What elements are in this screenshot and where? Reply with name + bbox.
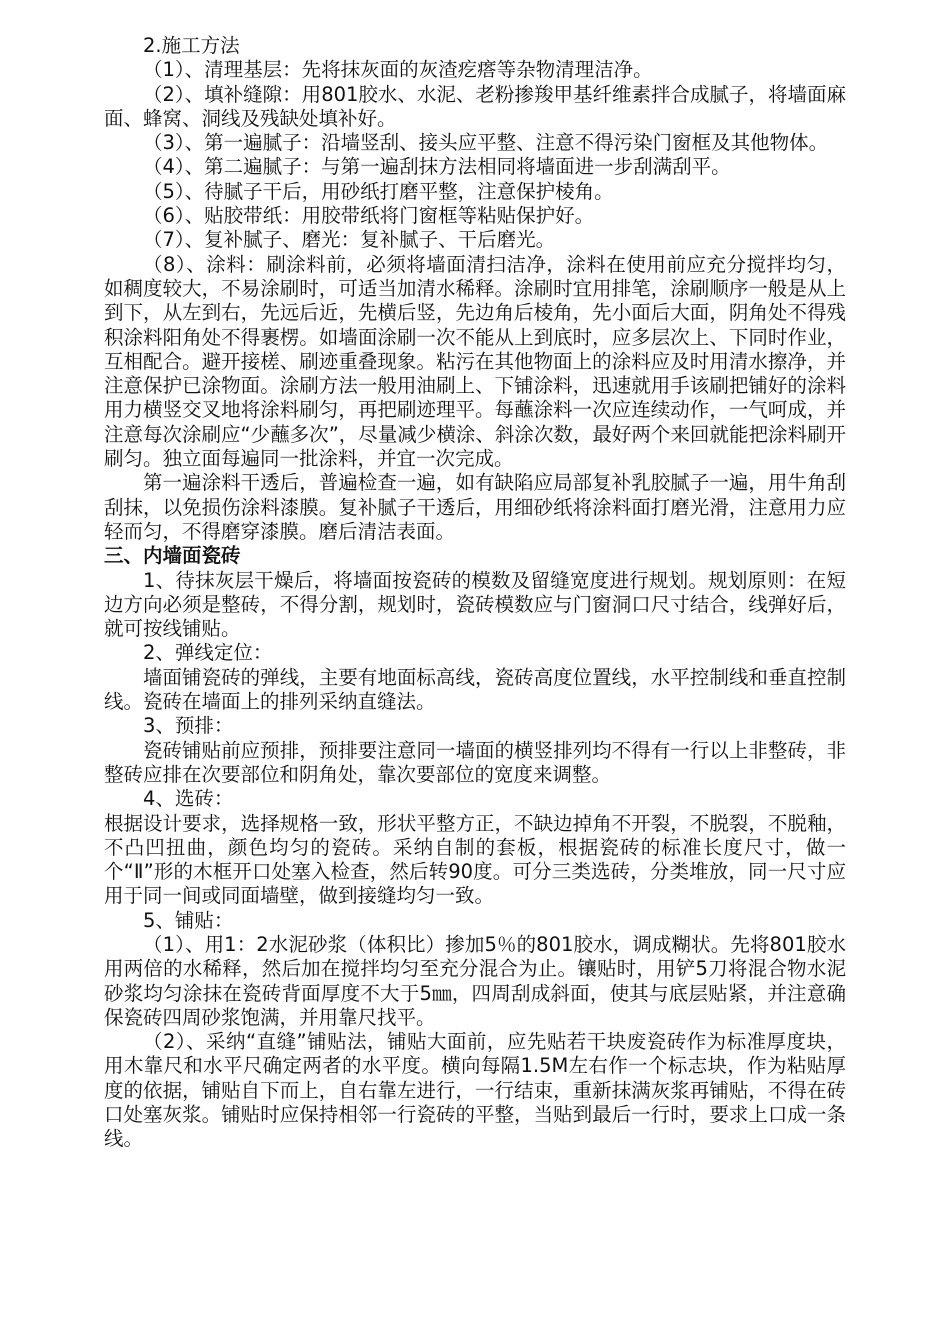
step-paint: （8）、涂料：刷涂料前，必须将墙面清扫洁净，涂料在使用前应充分搅拌均匀，如稠度较大，不易涂刷时，可适当加清水稀释。涂刷时宜用排笔，涂刷顺序一般是从上到下，从左到右，先远后近，先横后竖，先边角后棱角，先小面后大面，阴角处不得残积涂料阳角处不得裹楞。如墙面涂刷一次不能从上到底时，应多层次上、下同时作业，互相配合。避开接槎、刷迹重叠现象。粘污在其他物面上的涂料应及时用清水擦净，并注意保护已涂物面。涂刷方法一般用油刷上、下铺涂料，迅速就用手该刷把铺好的涂料用力横竖交叉地将涂料刷匀，再把刷迹理平。每蘸涂料一次应连续动作，一气呵成，并注意每次涂刷应“少蘸多次”，尽量减少横涂、斜涂次数，最好两个来回就能把涂料刷开刷匀。独立面每遍同一批涂料，并宜一次完成。 (104, 252, 846, 471)
tile-paragraph-pre-arrange: 瓷砖铺贴前应预排，预排要注意同一墙面的横竖排列均不得有一行以上非整砖，非整砖应排在次要部位和阴角处，靠次要部位的宽度来调整。 (104, 738, 846, 786)
step-sanding: （5）、待腻子干后，用砂纸打磨平整，注意保护棱角。 (143, 179, 614, 203)
document-body (104, 34, 846, 1152)
tile-paragraph-laying-straight-joint: （2）、采纳“直缝”铺贴法，铺贴大面前，应先贴若干块废瓷砖作为标准厚度块，用木靠尺和水平尺确定两者的水平度。横向每隔1.5M左右作一个标志块，作为粘贴厚度的依据，铺贴自下而上，自右靠左进行，一行结束，重新抹满灰浆再铺贴，不得在砖口处塞灰浆。铺贴时应保持相邻一行瓷砖的平整，当贴到最后一行时，要求上口成一条线。 (104, 1030, 846, 1151)
step-tape: （6）、贴胶带纸：用胶带纸将门窗框等粘贴保护好。 (143, 204, 595, 228)
step-second-putty: （4）、第二遍腻子：与第一遍刮抹方法相同将墙面进一步刮满刮平。 (143, 155, 731, 179)
section-heading-wall-tiles: 三、内墙面瓷砖 (104, 544, 241, 568)
tile-step-planning: 1、待抹灰层干燥后，将墙面按瓷砖的模数及留缝宽度进行规划。规划原则：在短边方向必须是整砖，不得分割，规划时，瓷砖模数应与门窗洞口尺寸结合，线弹好后，就可按线铺贴。 (104, 568, 846, 641)
section-title-construction-method: 2.施工方法 (143, 34, 240, 57)
tile-paragraph-layout-lines: 墙面铺瓷砖的弹线，主要有地面标高线，瓷砖高度位置线，水平控制线和垂直控制线。瓷砖在墙面上的排列采纳直缝法。 (104, 665, 846, 714)
step-fill-gaps: （2）、填补缝隙：用801胶水、水泥、老粉掺羧甲基纤维素拌合成腻子，将墙面麻面、蜂窝、洞线及残缺处填补好。 (104, 82, 846, 130)
step-clean-base: （1）、清理基层：先将抹灰面的灰渣疙瘩等杂物清理洁净。 (143, 58, 653, 82)
tile-subheading-layout-lines: 2、弹线定位： (143, 641, 273, 665)
tile-paragraph-laying-mortar: （1）、用1：2水泥砂浆（体积比）掺加5％的801胶水，调成糊状。先将801胶水用两倍的水稀释，然后加在搅拌均匀至充分混合为止。镶贴时，用铲5刀将混合物水泥砂浆均匀涂抹在瓷砖背面厚度不大于5㎜，四周刮成斜面，使其与底层贴紧，并注意确保瓷砖四周砂浆饱满，并用靠尺找平。 (104, 932, 846, 1029)
step-first-putty: （3）、第一遍腻子：沿墙竖刮、接头应平整、注意不得污染门窗框及其他物体。 (143, 131, 829, 155)
tile-subheading-select: 4、选砖： (143, 787, 234, 811)
step-repair-polish: （7）、复补腻子、磨光：复补腻子、干后磨光。 (143, 228, 556, 252)
tile-subheading-pre-arrange: 3、预排： (143, 714, 234, 738)
tile-paragraph-select: 根据设计要求，选择规格一致，形状平整方正，不缺边掉角不开裂，不脱裂，不脱釉，不凸凹扭曲，颜色均匀的瓷砖。采纳自制的套板，根据瓷砖的标准长度尺寸，做一个“Ⅱ”形的木框开口处塞入检查，然后转90度。可分三类选砖，分类堆放，同一尺寸应用于同一间或同面墙壁，做到接缝均匀一致。 (104, 811, 846, 908)
tile-subheading-laying: 5、铺贴： (143, 908, 234, 932)
paragraph-first-coat-inspection: 第一遍涂料干透后，普遍检查一遍，如有缺陷应局部复补乳胶腻子一遍，用牛角刮刮抹，以免损伤涂料漆膜。复补腻子干透后，用细砂纸将涂料面打磨光滑，注意用力应轻而匀，不得磨穿漆膜。磨后清洁表面。 (104, 471, 846, 543)
